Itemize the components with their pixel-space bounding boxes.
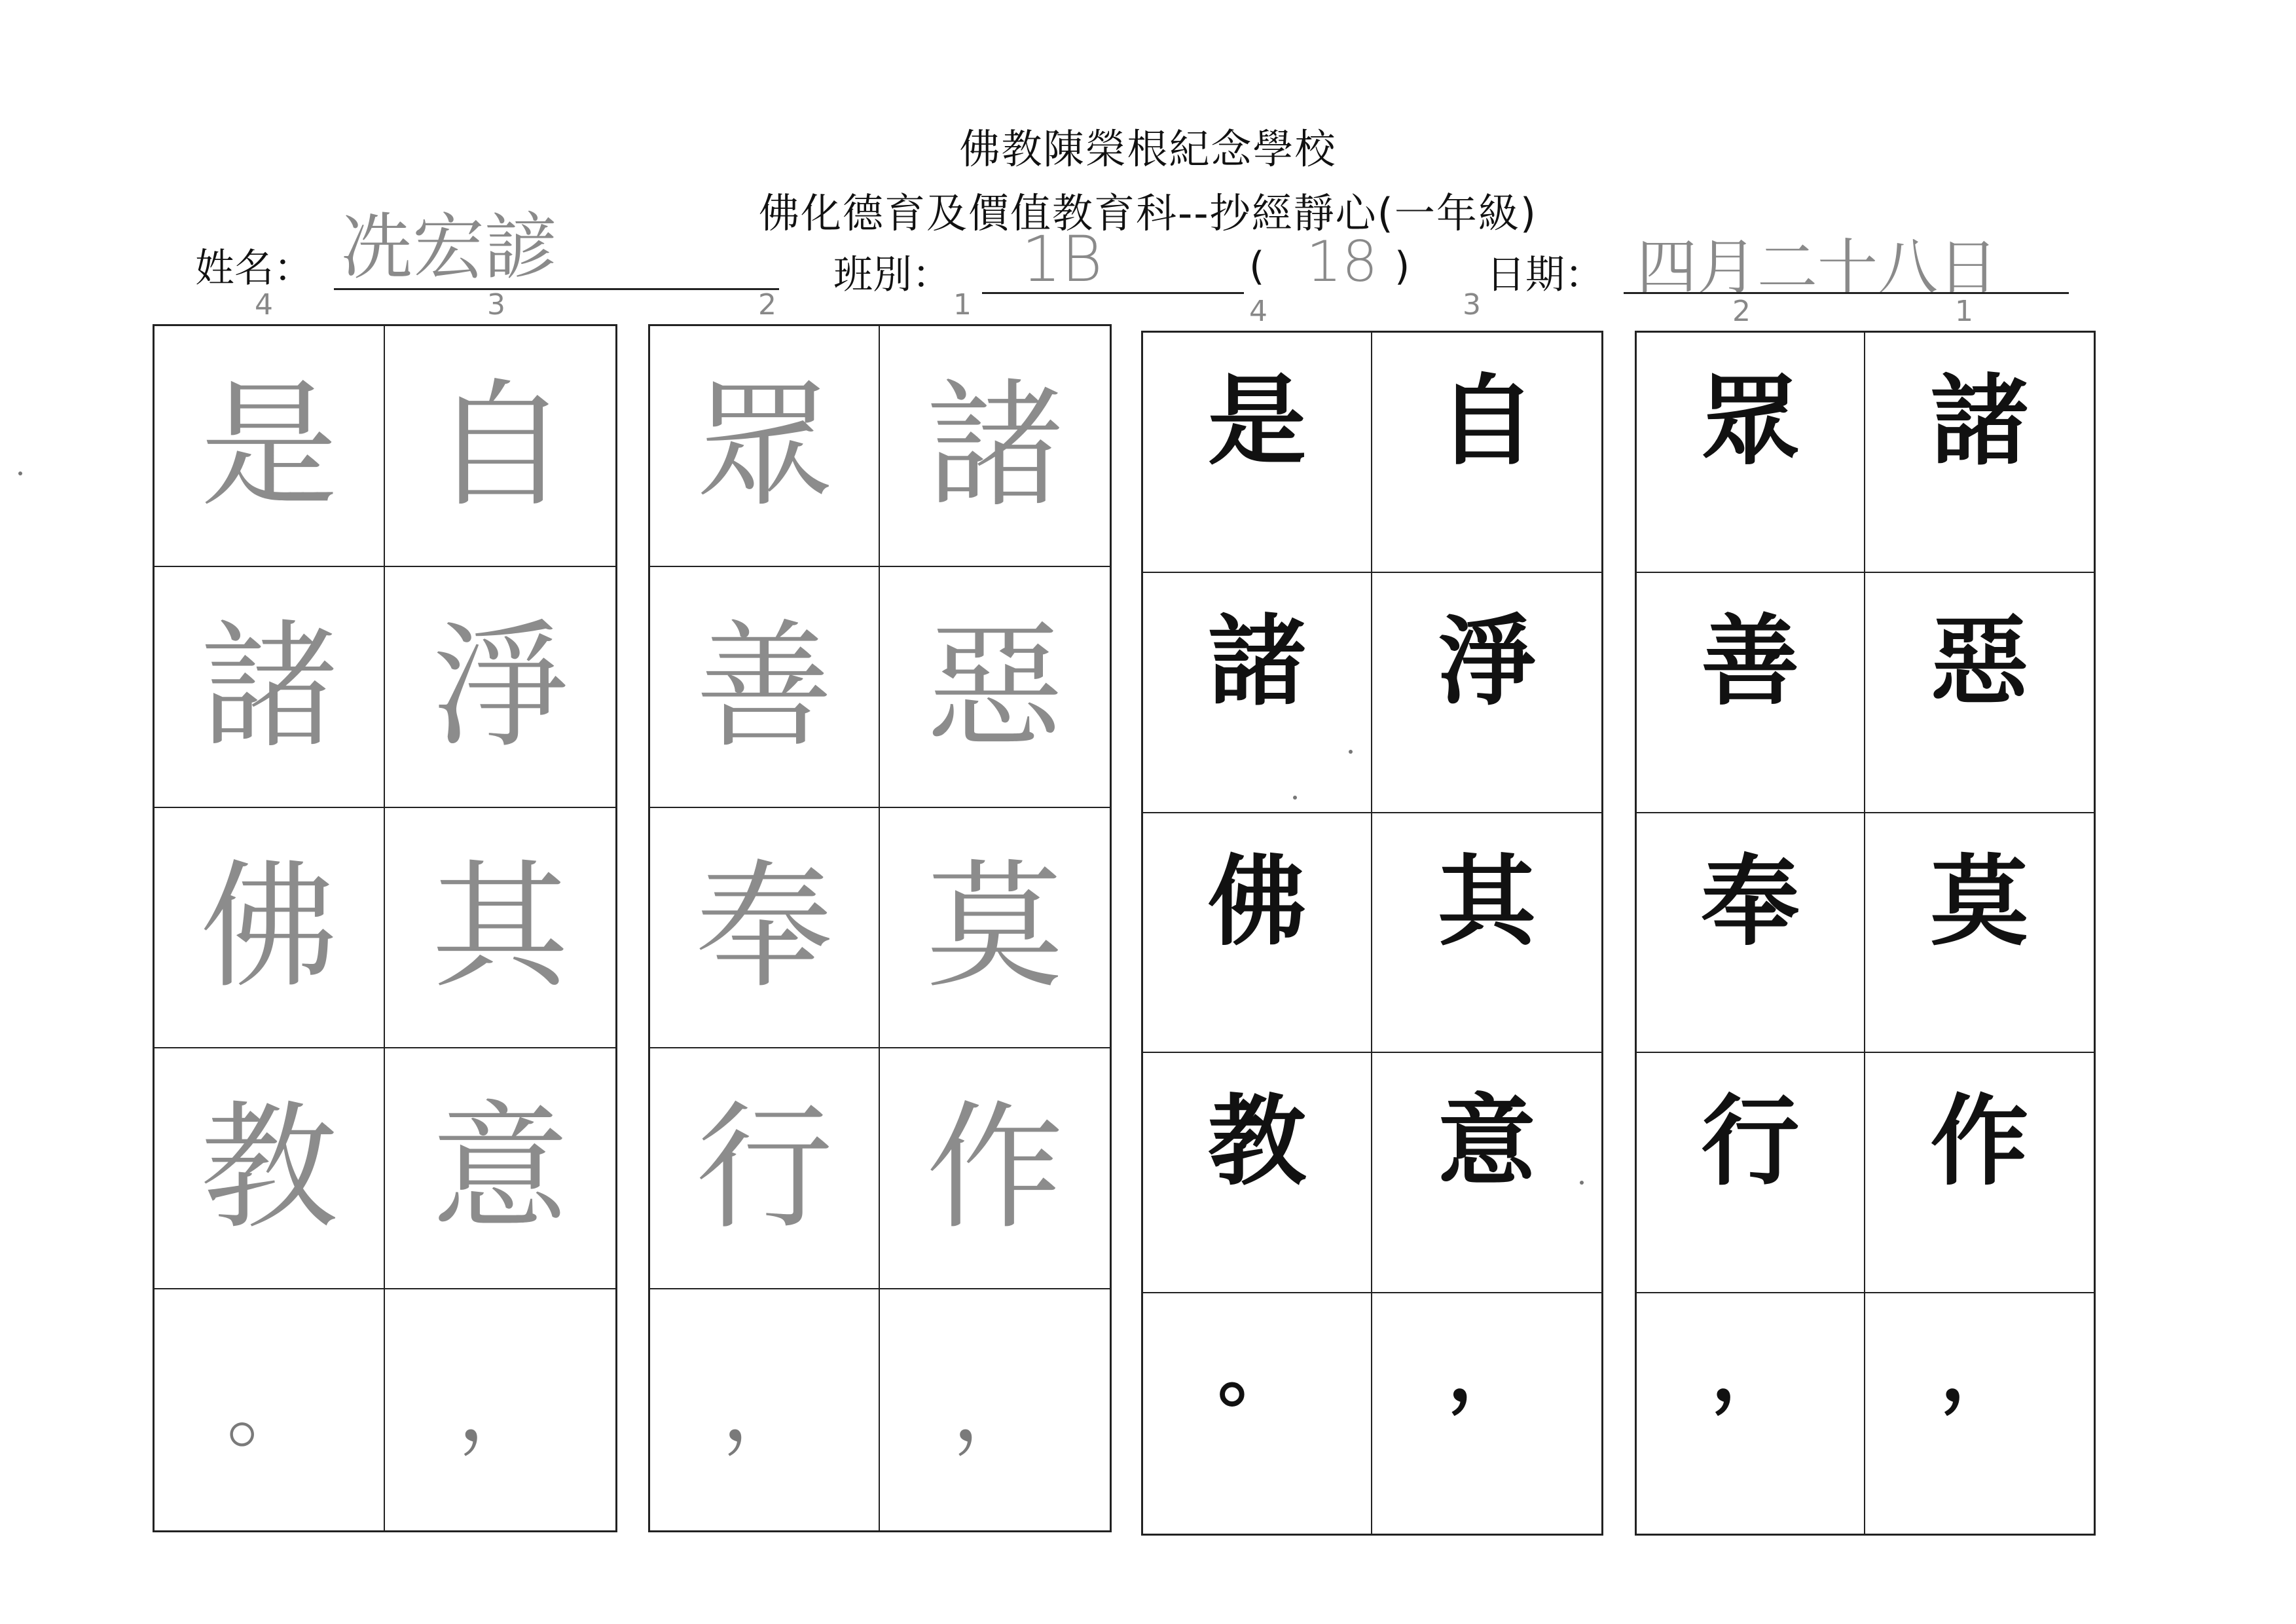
model-cell xyxy=(1865,1053,2094,1293)
handwritten-punct: ， xyxy=(721,1360,807,1460)
copy-cell[interactable] xyxy=(650,1048,880,1289)
column-number: 2 xyxy=(758,288,776,322)
handwritten-char: 莫 xyxy=(926,847,1064,1008)
model-punct: 。 xyxy=(1218,1325,1296,1418)
model-grid-right xyxy=(1635,331,2096,1536)
class-number-close: ) xyxy=(1394,244,1410,289)
model-char: 佛 xyxy=(1207,843,1306,959)
copy-cell[interactable] xyxy=(880,1289,1110,1530)
model-cell xyxy=(1637,573,1865,813)
scan-speck xyxy=(1349,750,1353,754)
class-label: 班別： xyxy=(833,252,951,298)
model-cell xyxy=(1143,1293,1372,1534)
model-cell xyxy=(1143,573,1372,813)
class-value: 1B xyxy=(1021,223,1102,296)
model-char: 其 xyxy=(1437,843,1536,959)
handwritten-char: 作 xyxy=(926,1088,1064,1249)
handwritten-char: 諸 xyxy=(200,606,338,767)
copy-cell[interactable] xyxy=(155,808,385,1049)
column-number: 1 xyxy=(1955,295,1973,328)
copy-cell[interactable] xyxy=(650,567,880,808)
handwritten-char: 諸 xyxy=(926,365,1064,526)
handwritten-char: 惡 xyxy=(926,606,1064,767)
date-value: 四月二十八日 xyxy=(1637,232,1999,303)
handwritten-char: 淨 xyxy=(431,606,569,767)
copy-grid-right xyxy=(648,324,1112,1532)
scan-speck xyxy=(1580,1181,1584,1185)
model-cell xyxy=(1372,333,1601,573)
column-number: 2 xyxy=(1732,295,1751,328)
copy-cell[interactable] xyxy=(155,567,385,808)
copy-grid-left xyxy=(153,324,617,1532)
model-grid-left xyxy=(1141,331,1603,1536)
copy-cell[interactable] xyxy=(385,567,615,808)
copy-cell[interactable] xyxy=(385,326,615,567)
model-char: 諸 xyxy=(1207,603,1306,719)
model-cell xyxy=(1372,813,1601,1054)
copy-cell[interactable] xyxy=(650,326,880,567)
handwritten-punct: ， xyxy=(952,1360,1038,1460)
model-cell xyxy=(1637,1053,1865,1293)
model-char: 淨 xyxy=(1437,603,1536,719)
model-punct: ， xyxy=(1711,1325,1790,1418)
handwritten-punct: 。 xyxy=(226,1360,312,1460)
model-char: 諸 xyxy=(1930,363,2029,479)
column-number: 1 xyxy=(953,288,972,322)
copy-cell[interactable] xyxy=(880,567,1110,808)
model-punct: ， xyxy=(1940,1325,2019,1418)
model-char: 作 xyxy=(1930,1084,2029,1200)
model-char: 惡 xyxy=(1930,603,2029,719)
model-char: 行 xyxy=(1701,1084,1800,1200)
handwritten-char: 自 xyxy=(431,365,569,526)
handwritten-char: 教 xyxy=(200,1088,338,1249)
model-cell xyxy=(1143,813,1372,1054)
model-cell xyxy=(1865,813,2094,1054)
handwritten-char: 善 xyxy=(695,606,833,767)
model-cell xyxy=(1143,333,1372,573)
class-number-value: 18 xyxy=(1306,229,1378,295)
model-char: 教 xyxy=(1207,1084,1306,1200)
school-title: 佛教陳榮根紀念學校 xyxy=(959,125,1337,173)
column-number: 4 xyxy=(1249,295,1267,328)
copy-cell[interactable] xyxy=(650,808,880,1049)
copy-cell[interactable] xyxy=(385,1048,615,1289)
model-cell xyxy=(1865,1293,2094,1534)
model-char: 是 xyxy=(1207,363,1306,479)
column-number: 4 xyxy=(255,288,273,322)
copy-cell[interactable] xyxy=(650,1289,880,1530)
model-char: 莫 xyxy=(1930,843,2029,959)
model-char: 善 xyxy=(1701,603,1800,719)
name-underline xyxy=(334,288,779,290)
handwritten-char: 奉 xyxy=(695,847,833,1008)
scan-speck xyxy=(18,471,22,475)
handwritten-char: 其 xyxy=(431,847,569,1008)
handwritten-char: 行 xyxy=(695,1088,833,1249)
column-number: 3 xyxy=(1463,288,1481,322)
copy-cell[interactable] xyxy=(155,1048,385,1289)
model-char: 意 xyxy=(1437,1084,1536,1200)
date-underline xyxy=(1624,292,2069,294)
model-cell xyxy=(1637,813,1865,1054)
handwritten-punct: ， xyxy=(457,1360,543,1460)
copy-cell[interactable] xyxy=(385,808,615,1049)
name-label: 姓名： xyxy=(195,246,313,291)
model-punct: ， xyxy=(1448,1325,1526,1418)
model-cell xyxy=(1372,573,1601,813)
scan-speck xyxy=(1293,796,1297,800)
class-number-open: ( xyxy=(1249,244,1265,289)
copy-cell[interactable] xyxy=(880,326,1110,567)
model-char: 自 xyxy=(1437,363,1536,479)
handwritten-char: 意 xyxy=(431,1088,569,1249)
copy-cell[interactable] xyxy=(880,1048,1110,1289)
copy-cell[interactable] xyxy=(155,1289,385,1530)
handwritten-char: 眾 xyxy=(695,365,833,526)
model-cell xyxy=(1372,1293,1601,1534)
handwritten-char: 佛 xyxy=(200,847,338,1008)
model-cell xyxy=(1372,1053,1601,1293)
model-cell xyxy=(1865,573,2094,813)
name-value: 冼宏諺 xyxy=(340,206,556,289)
subject-title: 佛化德育及價值教育科--抄經靜心(一年級) xyxy=(758,189,1538,237)
handwritten-char: 是 xyxy=(200,365,338,526)
date-label: 日期： xyxy=(1486,252,1604,298)
column-number: 3 xyxy=(487,288,505,322)
model-char: 眾 xyxy=(1701,363,1800,479)
copy-cell[interactable] xyxy=(880,808,1110,1049)
model-cell xyxy=(1143,1053,1372,1293)
class-underline xyxy=(982,292,1244,294)
model-cell xyxy=(1637,1293,1865,1534)
model-char: 奉 xyxy=(1701,843,1800,959)
copy-cell[interactable] xyxy=(385,1289,615,1530)
model-cell xyxy=(1865,333,2094,573)
copy-cell[interactable] xyxy=(155,326,385,567)
model-cell xyxy=(1637,333,1865,573)
